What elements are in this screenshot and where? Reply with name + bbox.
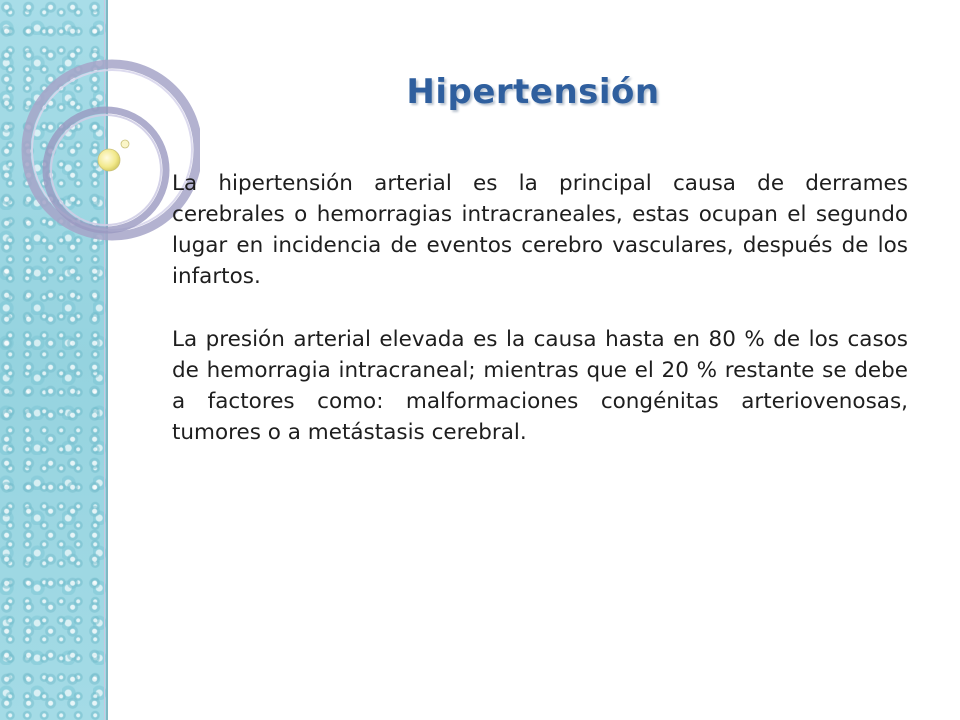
small-yellow-dot [121,140,129,148]
slide-body [172,168,908,480]
slide-title: Hipertensión [406,72,660,112]
paragraph-1: La hipertensión arterial es la principal causa de derrames cerebrales o hemorragias intracraneales, estas ocupan el segundo lugar en incidencia de eventos cerebro vasculares, después de los infartos. [172,171,908,289]
yellow-dot [98,149,120,171]
paragraph-2: La presión arterial elevada es la causa hasta en 80 % de los casos de hemorragia intracraneal; mientras que el 20 % restante se debe a factores como: malformaciones congénitas arteriovenosas, tumores o a metástasis cerebral. [172,327,908,445]
decorative-rings [0,0,200,260]
